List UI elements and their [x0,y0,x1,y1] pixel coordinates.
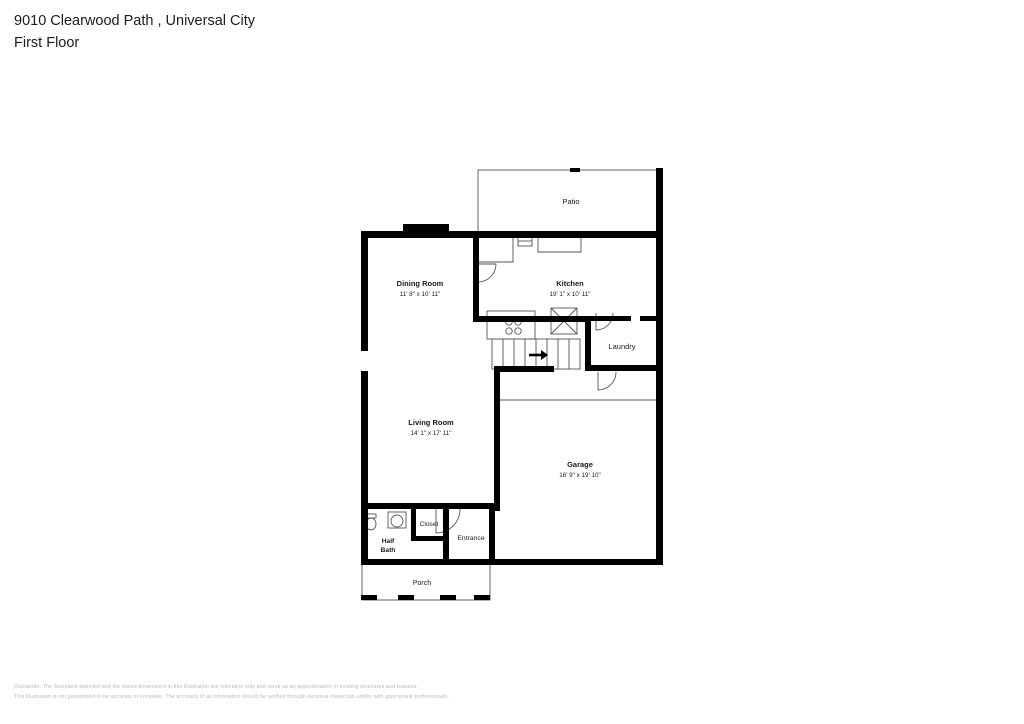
disclaimer-line-1: Disclaimer: The floorplans depicted and the stated dimensions in this illustration are indicative only and serve as an approximation of existing structures and features. [14,684,419,690]
room-dims-living-room: 14' 1" x 17' 11" [410,430,452,437]
walls [361,168,663,600]
room-dims-garage: 16' 9" x 19' 10" [559,472,601,479]
room-dims-kitchen: 19' 1" x 10' 11" [549,291,591,298]
room-label-living-room: Living Room [408,418,454,427]
disclaimer-line-2: This illustration is not guaranteed to be accurate or complete. The accuracy of all information should be verified through personal inspection and/or with appropriate professionals. [14,693,449,700]
room-label-laundry: Laundry [608,342,636,351]
room-label-kitchen: Kitchen [556,279,584,288]
room-labels [381,197,636,587]
room-label-garage: Garage [567,460,593,469]
room-label-half-bath-line1: Half [381,538,395,545]
room-label-half-bath-line2: Bath [380,547,396,554]
room-label-patio: Patio [562,197,580,206]
disclaimer-block [14,683,714,702]
room-label-entrance: Entrance [457,535,485,542]
page-subtitle: First Floor [14,35,80,51]
room-label-porch: Porch [412,580,432,587]
bathroom-fixtures [366,512,406,530]
stair-direction-arrow [529,350,548,360]
room-label-closet: Closet [419,521,439,528]
room-dims-dining-room: 11' 8" x 10' 11" [399,291,441,298]
page-title: 9010 Clearwood Path , Universal City [14,13,255,29]
room-label-dining-room: Dining Room [396,279,444,288]
